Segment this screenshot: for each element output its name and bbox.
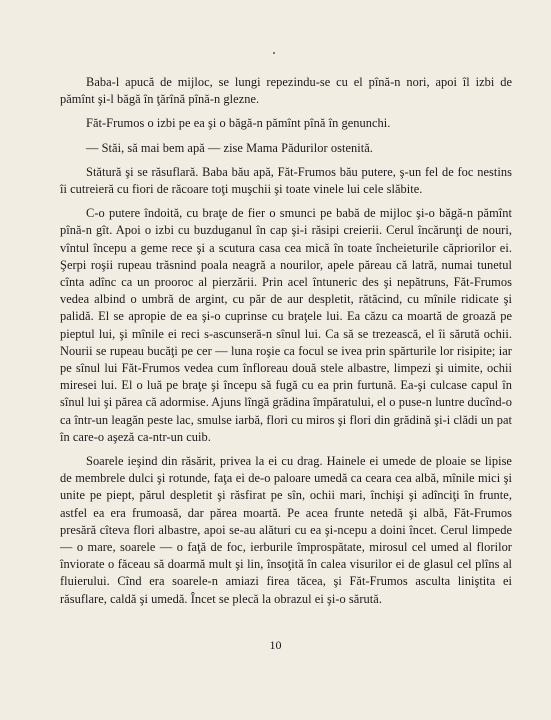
print-speck	[273, 52, 275, 54]
text-body	[60, 74, 512, 615]
paragraph-1: Baba-l apucă de mijloc, se lungi repezindu-se cu el pînă-n nori, apoi îl izbi de pămînt şi-l băgă în ţărînă pînă-n glezne.	[60, 75, 512, 107]
paragraph-6: Soarele ieşind din răsărit, privea la ei cu drag. Hainele ei umede de ploaie se lipise de membrele dulci şi rotunde, faţa ei de-o paloare umedă ca ceara cea albă, mînile mici şi unite pe piept, părul despletit şi răsfirat pe sîn, ochii mari, închişi şi adînciţi în frunte, astfel ea era frumoasă, dar părea moartă. Pe acea frunte netedă şi albă, Făt-Frumos presără cîteva flori albastre, apoi se-au alături cu ea şi-ncepu a doini încet. Cerul limpede — o mare, soarele — o faţă de foc, ierburile împrospătate, mirosul cel umed al florilor înviorate o făceau să doarmă mult şi lin, însoţită în calea visurilor ei de glasul cel plîns al fluierului. Cînd era soarele-n amiazi firea tăcea, şi Făt-Frumos asculta liniştita ei răsuflare, caldă şi umedă. Încet se plecă la obrazul ei şi-o sărută.	[60, 454, 512, 606]
page-number: 10	[269, 638, 282, 652]
paragraph-3: — Stăi, să mai bem apă — zise Mama Pădurilor ostenită.	[86, 140, 373, 155]
paragraph-5: C-o putere îndoită, cu braţe de fier o smunci pe babă de mijloc şi-o băgă-n pămînt pînă-n gît. Apoi o izbi cu buzduganul în cap şi-i răsipi creierii. Cerul încărunţi de nouri, vîntul începu a geme rece şi a scutura casa cea mică în toate încheieturile căpriorilor ei. Şerpi roşii rupeau trăsnind poala neagră a nourilor, apele păreau că latră, numai tunetul cînta adînc ca un prooroc al pierzării. Prin acel întuneric des şi nepătruns, Făt-Frumos vedea albind o umbră de argint, cu păr de aur despletit, rătăcind, cu mînile ridicate şi palidă. El se apropie de ea şi-o cuprinse cu braţele lui. Ea căzu ca moartă de groază pe pieptul lui, şi mînile ei reci s-ascunseră-n sînul lui. Ca să se trezească, el îi sărută ochii. Nourii se rupeau bucăţi pe cer — luna roşie ca focul se ivea prin spărturile lor risipite; iar pe sînul lui Făt-Frumos vedea cum înfloreau două stele albastre, limpezi şi uimite, ochii miresei lui. El o luă pe braţe şi începu să fugă cu ea prin furtună. Ea-şi culcase capul în sînul lui şi părea că adormise. Ajuns lîngă grădina împăratului, el o puse-n luntre ducînd-o ca într-un leagăn peste lac, smulse iarbă, flori cu miros şi flori din grădină şi-i clădi un pat în care-o aşeză ca-ntr-un cuib.	[60, 206, 512, 444]
paragraph-2: Făt-Frumos o izbi pe ea şi o băgă-n pămînt pînă în genunchi.	[86, 116, 391, 131]
paragraph-4: Stătură şi se răsuflară. Baba bău apă, Făt-Frumos bău putere, ş-un fel de foc nestins îi cutreieră cu fiori de răcoare toţi muşchii şi toate vinele lui cele slăbite.	[60, 164, 512, 197]
